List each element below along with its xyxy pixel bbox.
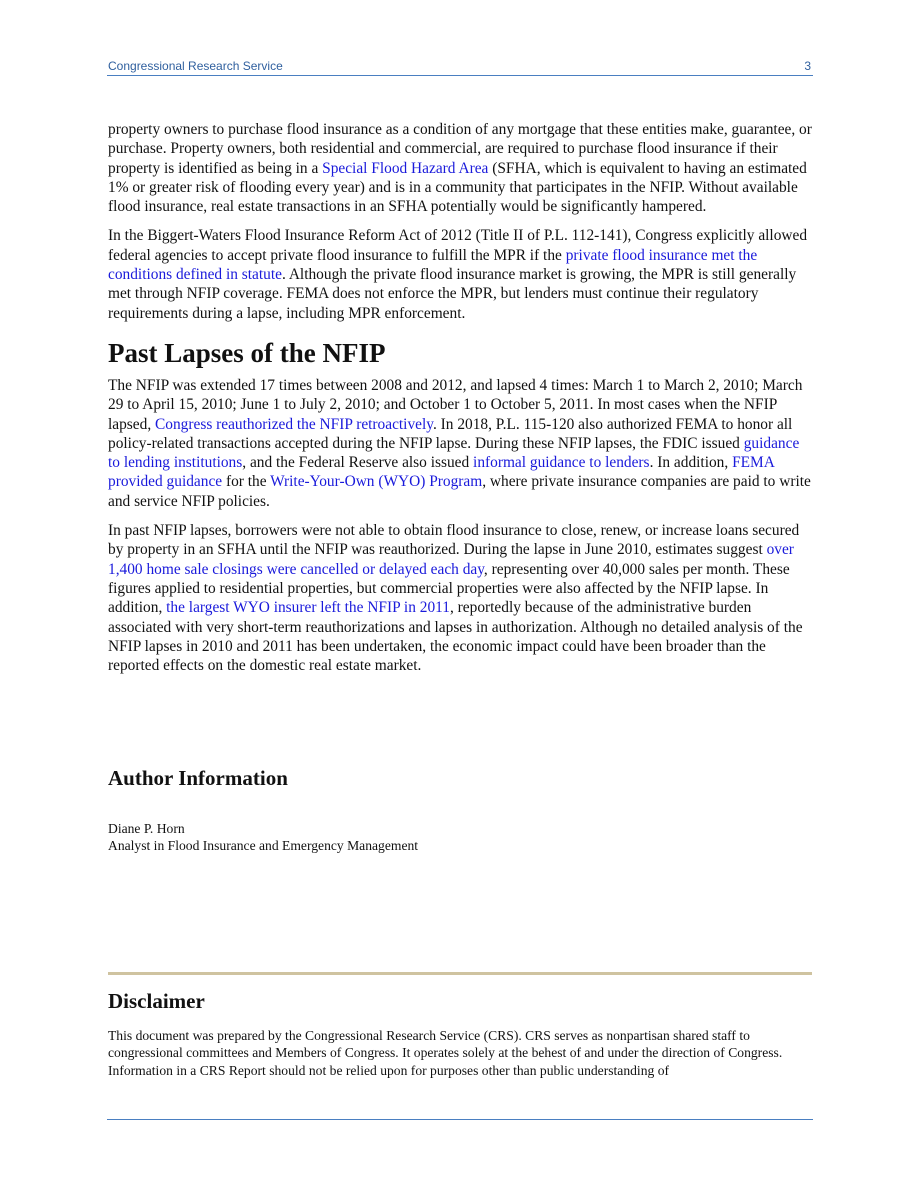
section-title: Past Lapses of the NFIP — [108, 337, 386, 368]
footer-rule — [107, 1119, 813, 1120]
link-largest-wyo-insurer[interactable]: the largest WYO insurer left the NFIP in 2011 — [166, 599, 450, 617]
link-congress-reauthorized[interactable]: Congress reauthorized the NFIP retroactively — [155, 415, 433, 433]
link-informal-guidance[interactable]: informal guidance to lenders — [473, 454, 650, 472]
link-fema-guidance[interactable]: FEMA provided guidance — [108, 454, 774, 491]
link-fdic-guidance[interactable]: guidance to lending institutions — [108, 434, 800, 472]
header-org-name: Congressional Research Service — [108, 59, 283, 73]
main-content — [108, 120, 814, 685]
paragraph-past-lapses: The NFIP was extended 17 times between 2008 and 2012, and lapsed 4 times: March 1 to March 2, 2010; March 29 to April 15, 2010; June 1 to July 2, 2010; and October 1 to October 5, 2011. In most cases when the NFIP lapsed, Congress reauthorized the NFIP retroactively. In 2018, P.L. 115-120 also authorized FEMA to honor all policy-related transactions accepted during the NFIP lapse. During these NFIP lapses, the FDIC issued guidance to lending institutions, and the Federal Reserve also issued informal guidance to lenders. In addition, FEMA provided guidance for the Write-Your-Own (WYO) Program, where private insurance companies are paid to write and service NFIP policies. — [108, 376, 811, 510]
author-name: Diane P. Horn — [108, 821, 185, 836]
link-private-flood-insurance[interactable]: private flood insurance met the conditions defined in statute — [108, 246, 758, 284]
page-number: 3 — [804, 59, 811, 73]
disclaimer-heading: Disclaimer — [108, 989, 205, 1013]
link-special-flood-hazard-area[interactable]: Special Flood Hazard Area — [322, 159, 489, 177]
paragraph-biggert-waters: In the Biggert-Waters Flood Insurance Reform Act of 2012 (Title II of P.L. 112-141), Congress explicitly allowed federal agencies to accept private flood insurance to fulfill the MPR if the private flood insurance met the conditions defined in statute. Although the private flood insurance market is growing, the MPR is still generally met through NFIP coverage. FEMA does not enforce the MPR, but lenders must continue their regulatory requirements during a lapse, including MPR enforcement. — [108, 227, 808, 322]
paragraph-mpr: property owners to purchase flood insurance as a condition of any mortgage that these entities make, guarantee, or purchase. Property owners, both residential and commercial, are required to purchase flood insurance if their property is identified as being in a Special Flood Hazard Area (SFHA, which is equivalent to having an estimated 1% or greater risk of flooding every year) and is in a community that participates in the NFIP. Without available flood insurance, real estate transactions in an SFHA potentially would be significantly hampered. — [108, 121, 812, 216]
link-wyo-program[interactable]: Write-Your-Own (WYO) Program — [270, 473, 483, 491]
author-heading: Author Information — [108, 766, 288, 790]
section-divider — [108, 972, 812, 975]
author-title: Analyst in Flood Insurance and Emergency Management — [108, 838, 419, 853]
paragraph-lapse-effects: In past NFIP lapses, borrowers were not able to obtain flood insurance to close, renew, or increase loans secured by property in an SFHA until the NFIP was reauthorized. During the lapse in June 2010, estimates suggest over 1,400 home sale closings were cancelled or delayed each day, representing over 40,000 sales per month. These figures applied to residential properties, but commercial properties were also affected by the NFIP lapse. In addition, the largest WYO insurer left the NFIP in 2011, reportedly because of the administrative burden associated with very short-term reauthorizations and lapses in authorization. Although no detailed analysis of the NFIP lapses in 2010 and 2011 has been undertaken, the economic impact could have been broader than the reported effects on the domestic real estate market. — [108, 522, 803, 675]
link-home-sale-closings[interactable]: over 1,400 home sale closings were cancelled or delayed each day — [108, 541, 794, 578]
page-header — [107, 58, 813, 76]
disclaimer-text: This document was prepared by the Congressional Research Service (CRS). CRS serves as nonpartisan shared staff to congressional committees and Members of Congress. It operates solely at the behest of and under the direction of Congress. Information in a CRS Report should not be relied upon for purposes other than public understanding of — [108, 1028, 783, 1078]
